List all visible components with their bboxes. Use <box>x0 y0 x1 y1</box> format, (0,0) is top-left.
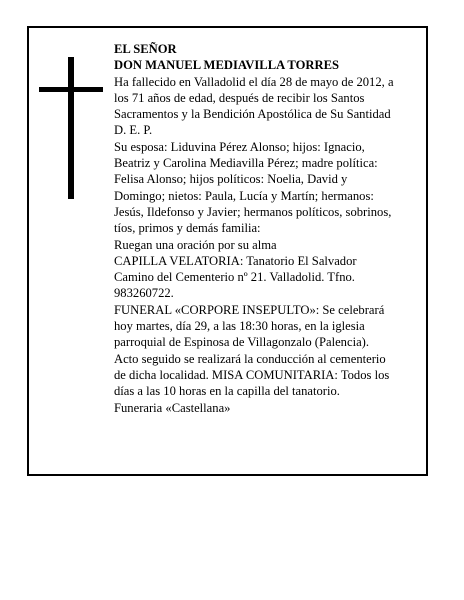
obituary-line: hoy martes, día 29, a las 18:30 horas, en la iglesia <box>114 319 365 334</box>
latin-cross-icon <box>39 57 103 199</box>
deceased-name: DON MANUEL MEDIAVILLA TORRES <box>114 58 339 73</box>
obituary-line: Acto seguido se realizará la conducción al cementerio <box>114 351 386 366</box>
obituary-line: Ruegan una oración por su alma <box>114 237 277 252</box>
obituary-line: CAPILLA VELATORIA: Tanatorio El Salvador <box>114 253 357 268</box>
obituary-line: Camino del Cementerio nº 21. Valladolid. Tfno. <box>114 270 355 285</box>
cross-horizontal-bar <box>39 87 103 92</box>
obituary-line: Jesús, Ildefonso y Javier; hermanos políticos, sobrinos, <box>114 204 392 219</box>
obituary-line: Su esposa: Liduvina Pérez Alonso; hijos: Ignacio, <box>114 139 365 154</box>
obituary-line: FUNERAL «CORPORE INSEPULTO»: Se celebrará <box>114 302 385 317</box>
obituary-line: Domingo; nietos: Paula, Lucía y Martín; hermanos: <box>114 188 374 203</box>
obituary-text <box>114 41 424 416</box>
obituary-line: días a las 10 horas en la capilla del tanatorio. <box>114 384 340 399</box>
obituary-line: Ha fallecido en Valladolid el día 28 de mayo de 2012, a <box>114 74 394 89</box>
obituary-line: Funeraria «Castellana» <box>114 400 231 415</box>
obituary-line: D. E. P. <box>114 123 153 138</box>
obituary-line: los 71 años de edad, después de recibir los Santos <box>114 90 365 105</box>
obituary-line: 983260722. <box>114 286 174 301</box>
obituary-line: parroquial de Espinosa de Villagonzalo (Palencia). <box>114 335 369 350</box>
obituary-line: tíos, primos y demás familia: <box>114 221 261 236</box>
obituary-line: Sacramentos y la Bendición Apostólica de Su Santidad <box>114 107 391 122</box>
obituary-line: Beatriz y Carolina Mediavilla Pérez; madre política: <box>114 156 378 171</box>
obituary-notice-frame <box>27 26 428 476</box>
obituary-heading: EL SEÑOR <box>114 42 177 56</box>
cross-vertical-bar <box>68 57 74 199</box>
obituary-line: de dicha localidad. MISA COMUNITARIA: Todos los <box>114 367 390 382</box>
obituary-line: Felisa Alonso; hijos políticos: Noelia, David y <box>114 172 348 187</box>
